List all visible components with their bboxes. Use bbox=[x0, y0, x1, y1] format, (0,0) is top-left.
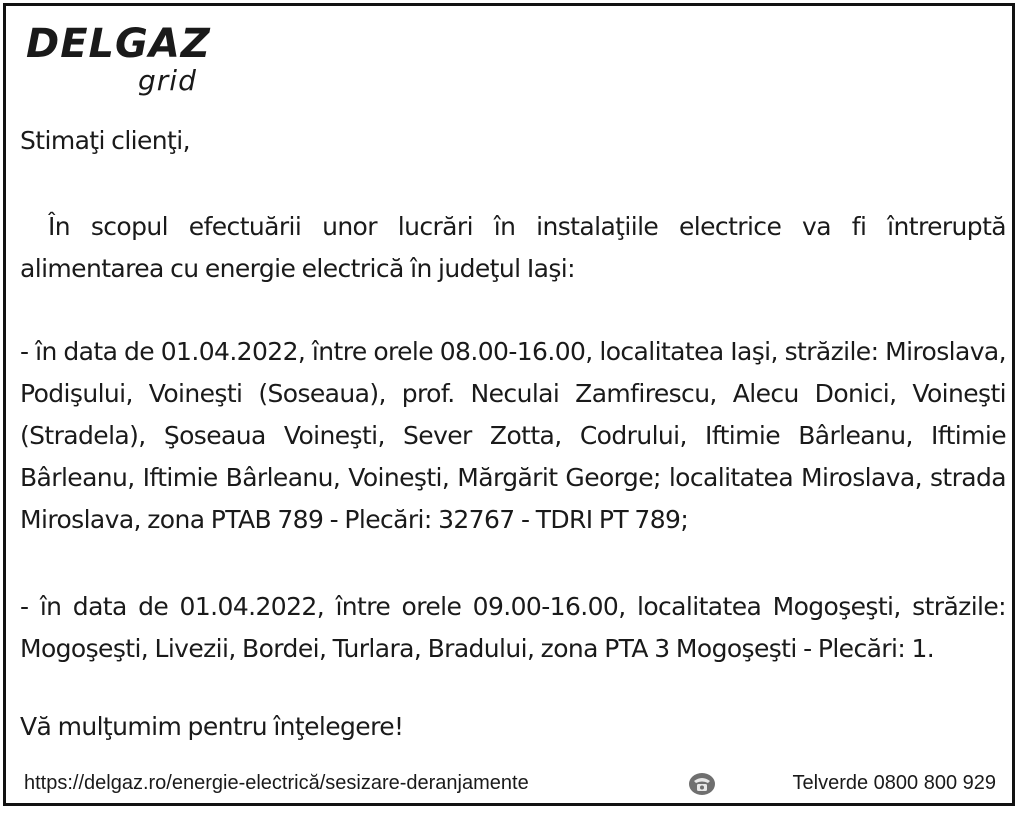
greeting: Stimaţi clienţi, bbox=[20, 126, 190, 155]
logo-brand: DELGAZ bbox=[26, 21, 211, 67]
logo-sub: grid bbox=[138, 64, 197, 97]
thanks-line: Vă mulţumim pentru înţelegere! bbox=[20, 712, 404, 741]
sesizare-link[interactable]: https://delgaz.ro/energie-electrică/sesizare-deranjamente bbox=[24, 772, 529, 794]
telephone-icon bbox=[688, 772, 716, 796]
intro-paragraph: În scopul efectuării unor lucrări în instalaţiile electrice va fi întreruptă alimentarea cu energie electrică în judeţul Iaşi: bbox=[20, 212, 1006, 283]
notice-frame bbox=[3, 3, 1015, 806]
outage-item-1: - în data de 01.04.2022, între orele 08.00-16.00, localitatea Iaşi, străzile: Miroslava, Podişului, Voineşti (Soseaua), prof. Neculai Zamfirescu, Alecu Donici, Voineşti (Stradela), Şoseaua Voineşti, Sever Zotta, Codrului, Iftimie Bârleanu, Iftimie Bârleanu, Iftimie Bârleanu, Voineşti, Mărgărit George; localitatea Miroslava, strada Miroslava, zona PTAB 789 - Plecări: 32767 - TDRI PT 789; bbox=[20, 337, 1006, 534]
footer bbox=[20, 768, 998, 802]
outage-item-2: - în data de 01.04.2022, între orele 09.00-16.00, localitatea Mogoşeşti, străzile: Mogoşeşti, Livezii, Bordei, Turlara, Bradului, zona PTA 3 Mogoşeşti - Plecări: 1. bbox=[20, 592, 1006, 663]
delgaz-grid-logo bbox=[26, 20, 226, 104]
phone-number[interactable]: Telverde 0800 800 929 bbox=[792, 772, 996, 794]
